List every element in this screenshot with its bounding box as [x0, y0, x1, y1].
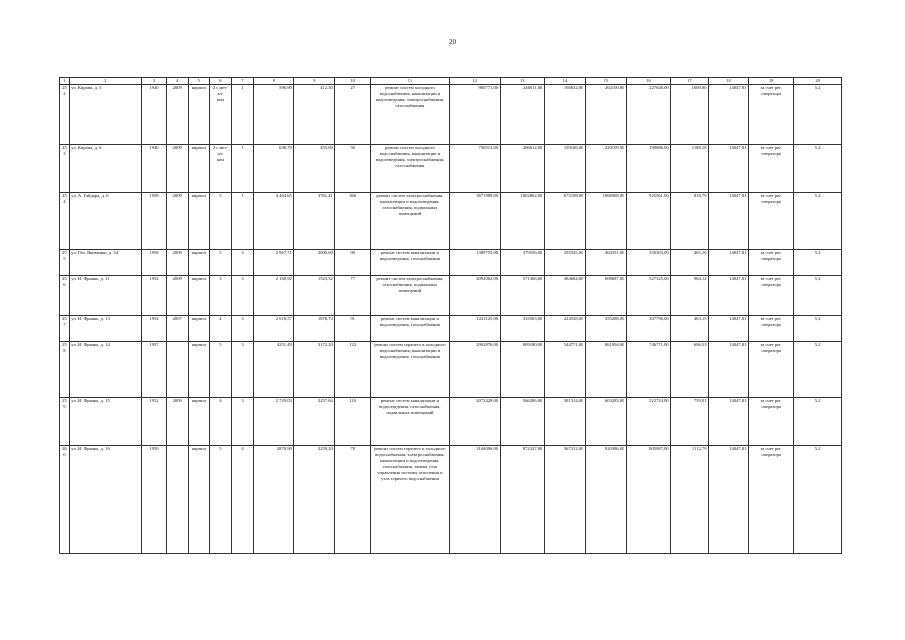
table-cell: 759,91 [671, 398, 709, 446]
table-cell: 696,53 [671, 342, 709, 398]
table-cell: 1 [231, 145, 254, 193]
table-cell: кирпич [188, 193, 210, 250]
table-cell: 1 [231, 193, 254, 250]
column-number-cell: 18 [709, 78, 749, 85]
table-cell: 5,2 [794, 446, 842, 554]
column-number-cell: 5 [188, 78, 210, 85]
table-cell: ремонт систем горячего и холодного водоснабжения, канализации и водоотведения, газоснабжения [370, 342, 449, 398]
table-cell: 4 [231, 446, 254, 554]
table-cell: 412,30 [294, 85, 335, 145]
table-cell: 14047,81 [709, 85, 749, 145]
column-number-cell: 7 [231, 78, 254, 85]
column-number-cell: 15 [585, 78, 626, 85]
table-row [60, 316, 842, 342]
table-cell: 90 [335, 250, 371, 276]
table-cell: 1958 [142, 250, 167, 276]
table-cell: кирпич [188, 398, 210, 446]
table-cell: 527325,00 [626, 276, 670, 316]
table-cell [166, 446, 188, 554]
column-number-cell: 4 [166, 78, 188, 85]
table-cell: 964,12 [671, 276, 709, 316]
table-cell: 252 [60, 85, 70, 145]
table-cell: 544771,00 [544, 342, 585, 398]
table-cell: ул. И. Франко, д. 16 [69, 446, 141, 554]
table-cell: за счет рег. оператора [748, 145, 793, 193]
table-cell: 1940 [142, 85, 167, 145]
table-cell: 1878,74 [294, 316, 335, 342]
column-number-cell: 16 [626, 78, 670, 85]
table-cell: 805087,00 [626, 446, 670, 554]
table-cell: кирпич [188, 316, 210, 342]
table-cell: 2009 [166, 276, 188, 316]
table-cell: 1523,32 [294, 276, 335, 316]
table-cell: 4 [210, 398, 232, 446]
table-cell: за счет рег. оператора [748, 276, 793, 316]
table-cell: 4 464,65 [254, 193, 294, 250]
table-cell: 110 [335, 398, 371, 446]
table-cell: 1112,79 [671, 446, 709, 554]
column-number-cell: 19 [748, 78, 793, 85]
table-cell: 2009 [166, 85, 188, 145]
repair-program-table [59, 77, 842, 554]
table-cell: 355288,00 [585, 316, 626, 342]
table-cell: 227648,00 [626, 85, 670, 145]
table-cell: 5 [210, 446, 232, 554]
table-cell: 255 [60, 250, 70, 276]
table-cell: 381314,00 [544, 398, 585, 446]
table-cell: 78 [335, 446, 371, 554]
table-cell: 809180,00 [500, 342, 544, 398]
table-row [60, 342, 842, 398]
table-cell: 596,90 [254, 85, 294, 145]
table-cell: ремонт систем холодного водоснабжения, канализации и водоотведения, электроснабжения, газоснабжения [370, 145, 449, 193]
table-cell: кирпич [188, 250, 210, 276]
column-number-cell: 17 [671, 78, 709, 85]
table-cell: 3 [231, 250, 254, 276]
column-number-cell: 3 [142, 78, 167, 85]
table-cell: 2 160,92 [254, 276, 294, 316]
table-cell: 5,2 [794, 276, 842, 316]
table-cell: 404351,00 [585, 250, 626, 276]
table-cell: 746771,00 [626, 342, 670, 398]
table-cell: 122 [335, 342, 371, 398]
table-cell: 3761,41 [294, 193, 335, 250]
table-cell: 1068368,00 [585, 193, 626, 250]
table-cell: 571366,00 [500, 276, 544, 316]
table-cell: ул. Кирова, д. 6 [69, 145, 141, 193]
table-cell: 2 с мет- ал- ком [210, 145, 232, 193]
table-cell: 4251,49 [254, 342, 294, 398]
table-cell: 206612,00 [500, 145, 544, 193]
table-cell: ремонт систем канализации и водоотведения, газоснабжения [370, 316, 449, 342]
table-cell: 465,16 [671, 250, 709, 276]
table-cell: 522724,00 [626, 398, 670, 446]
table-cell: ул. И. Франко, д. 14 [69, 342, 141, 398]
table-cell: 14047,81 [709, 193, 749, 250]
column-number-cell: 13 [500, 78, 544, 85]
column-number-cell: 1 [60, 78, 70, 85]
table-cell: 2000,60 [294, 250, 335, 276]
table-cell: 14047,81 [709, 276, 749, 316]
table-cell: 1 [231, 85, 254, 145]
table-row [60, 145, 842, 193]
column-number-cell: 10 [335, 78, 371, 85]
table-cell: ремонт систем электроснабжения, газоснабжения, подвальных помещений [370, 276, 449, 316]
table-cell: за счет рег. оператора [748, 316, 793, 342]
table-cell: 5,2 [794, 85, 842, 145]
table-cell: ремонт систем холодного водоснабжения, канализации и водоотведения, электроснабжения, газоснабжения [370, 85, 449, 145]
table-cell: 2962876,00 [449, 342, 500, 398]
table-cell: 3 [231, 342, 254, 398]
table-cell: 2092062,00 [449, 276, 500, 316]
table-row [60, 193, 842, 250]
column-number-cell: 12 [449, 78, 500, 85]
table-row [60, 398, 842, 446]
table-cell: 2 616,57 [254, 316, 294, 342]
table-cell: за счет рег. оператора [748, 193, 793, 250]
table-cell: 2 967,71 [254, 250, 294, 276]
table-cell: 455,60 [294, 145, 335, 193]
table-cell: 5 [210, 342, 232, 398]
table-cell: 190686,00 [626, 145, 670, 193]
table-cell: кирпич [188, 446, 210, 554]
table-cell: 262100,00 [585, 85, 626, 145]
table-cell: 5,2 [794, 398, 842, 446]
table-cell: 257 [60, 316, 70, 342]
table-cell: ул. Кирова, д. 5 [69, 85, 141, 145]
table-cell: 5,2 [794, 193, 842, 250]
table-cell: 307796,00 [626, 316, 670, 342]
table-cell: ремонт систем горячего и холодного водоснабжения, электроснабжения, канализации и водоотведения, газоснабжения, замена узла управления системы отопления и узла горячего водоснабжения [370, 446, 449, 554]
table-cell: 925561,00 [626, 193, 670, 250]
table-cell: 384684,00 [544, 276, 585, 316]
table-cell: за счет рег. оператора [748, 398, 793, 446]
table-cell: 5,2 [794, 145, 842, 193]
table-cell: 675198,00 [544, 193, 585, 250]
table-cell: ул. Ген. Якименко, д. 54 [69, 250, 141, 276]
table-cell: за счет рег. оператора [748, 250, 793, 276]
table-cell: 379556,00 [500, 250, 544, 276]
table-cell: ремонт систем канализации и водоотведения, газоснабжения, подвальных помещений [370, 398, 449, 446]
table-cell: 3172,20 [294, 342, 335, 398]
table-cell: 1959 [142, 446, 167, 554]
table-cell: кирпич [188, 85, 210, 145]
table-cell: 246011,00 [500, 85, 544, 145]
table-cell: за счет рег. оператора [748, 342, 793, 398]
table-cell: 603283,00 [585, 398, 626, 446]
table-cell: 3671989,00 [449, 193, 500, 250]
table-row [60, 250, 842, 276]
table-cell: ул. И. Франко, д. 13 [69, 316, 141, 342]
table-cell: 5 [210, 193, 232, 250]
table-cell: 1952 [142, 276, 167, 316]
column-number-cell: 8 [254, 78, 294, 85]
table-cell: 258 [60, 342, 70, 398]
table-cell: 2073428,00 [449, 398, 500, 446]
table-cell: 333503,00 [500, 316, 544, 342]
table-cell: 1954 [142, 316, 167, 342]
table-cell: 1957 [142, 342, 167, 398]
table-cell: 1609,00 [671, 85, 709, 145]
table-row [60, 446, 842, 554]
table-cell: 166632,00 [544, 85, 585, 145]
table-cell: 220109,00 [585, 145, 626, 193]
table-cell: 14047,81 [709, 398, 749, 446]
table-cell: 3 [210, 276, 232, 316]
table-cell: ул. И. Франко, д. 11 [69, 276, 141, 316]
table-cell: ремонт систем электроснабжения, канализации и водоотведения, газоснабжения, подвальных помещений [370, 193, 449, 250]
table-cell: 756513,00 [449, 145, 500, 193]
table-cell: 566286,00 [500, 398, 544, 446]
table-cell: 253 [60, 145, 70, 193]
table-cell: 2870,90 [254, 446, 294, 554]
table-cell: 77 [335, 276, 371, 316]
table-cell: 1221125,00 [449, 316, 500, 342]
table-cell: 5,2 [794, 250, 842, 276]
table-cell: 2009 [166, 250, 188, 276]
table-cell: 1002862,00 [500, 193, 544, 250]
table-cell: 14047,81 [709, 145, 749, 193]
column-number-cell: 11 [370, 78, 449, 85]
table-cell: 366 [335, 193, 371, 250]
table-cell: 3 [231, 276, 254, 316]
table-cell: 1389755,00 [449, 250, 500, 276]
table-row [60, 276, 842, 316]
table-cell: за счет рег. оператора [748, 85, 793, 145]
column-number-cell: 2 [69, 78, 141, 85]
column-number-cell: 14 [544, 78, 585, 85]
table-cell: кирпич [188, 145, 210, 193]
column-number-cell: 6 [210, 78, 232, 85]
table-cell: ремонт систем канализации и водоотведения, газоснабжения [370, 250, 449, 276]
table-cell: кирпич [188, 276, 210, 316]
table-cell: 30 [335, 145, 371, 193]
page-number: 20 [449, 38, 456, 46]
table-cell: 5,2 [794, 316, 842, 342]
table-cell: 224538,00 [544, 316, 585, 342]
column-number-cell: 9 [294, 78, 335, 85]
table-cell: 255545,00 [544, 250, 585, 276]
column-number-cell: 20 [794, 78, 842, 85]
table-cell: 2009 [166, 145, 188, 193]
table-cell: кирпич [188, 342, 210, 398]
table-cell: 960771,00 [449, 85, 500, 145]
table-cell: 139106,00 [544, 145, 585, 193]
table-cell: 14047,81 [709, 446, 749, 554]
table-cell: 872327,00 [500, 446, 544, 554]
table-cell: 256 [60, 276, 70, 316]
table-cell: 14047,81 [709, 342, 749, 398]
table-cell: 636,70 [254, 145, 294, 193]
table-cell: 2007 [166, 316, 188, 342]
table-cell: 920386,00 [585, 446, 626, 554]
table-cell: 2259,20 [294, 446, 335, 554]
table-cell: 2009 [166, 398, 188, 446]
table-cell: 260 [60, 446, 70, 554]
table-cell: 1952 [142, 398, 167, 446]
table-cell: 567312,00 [544, 446, 585, 554]
table-cell: 2257,64 [294, 398, 335, 446]
table-cell: 3 [231, 398, 254, 446]
table-cell: 818,79 [671, 193, 709, 250]
table-cell: ул. А. Гайдара, д. 6 [69, 193, 141, 250]
table-cell: ул. И. Франко, д. 15 [69, 398, 141, 446]
table-cell: 91 [335, 316, 371, 342]
table-row [60, 85, 842, 145]
table-cell: 2009 [166, 193, 188, 250]
table-cell: 14047,81 [709, 316, 749, 342]
table-cell: 254 [60, 193, 70, 250]
table-cell: 5 [210, 250, 232, 276]
table-cell: за счет рег. оператора [748, 446, 793, 554]
table-cell: 14047,81 [709, 250, 749, 276]
table-cell: 4 [210, 316, 232, 342]
table-cell: 1188,18 [671, 145, 709, 193]
table-cell: 5,2 [794, 342, 842, 398]
table-cell: 861994,00 [585, 342, 626, 398]
table-cell [166, 342, 188, 398]
table-cell: 1958 [142, 193, 167, 250]
table-cell: 27 [335, 85, 371, 145]
table-cell: 2 с мет- ал- ком [210, 85, 232, 145]
column-number-row [60, 78, 842, 85]
table-cell: 2 729,03 [254, 398, 294, 446]
table-cell: 608687,00 [585, 276, 626, 316]
table-cell: 3104096,00 [449, 446, 500, 554]
table-cell: 463,15 [671, 316, 709, 342]
table-cell: 259 [60, 398, 70, 446]
table-cell: 3 [231, 316, 254, 342]
table-cell: 1940 [142, 145, 167, 193]
table-cell: 350303,00 [626, 250, 670, 276]
